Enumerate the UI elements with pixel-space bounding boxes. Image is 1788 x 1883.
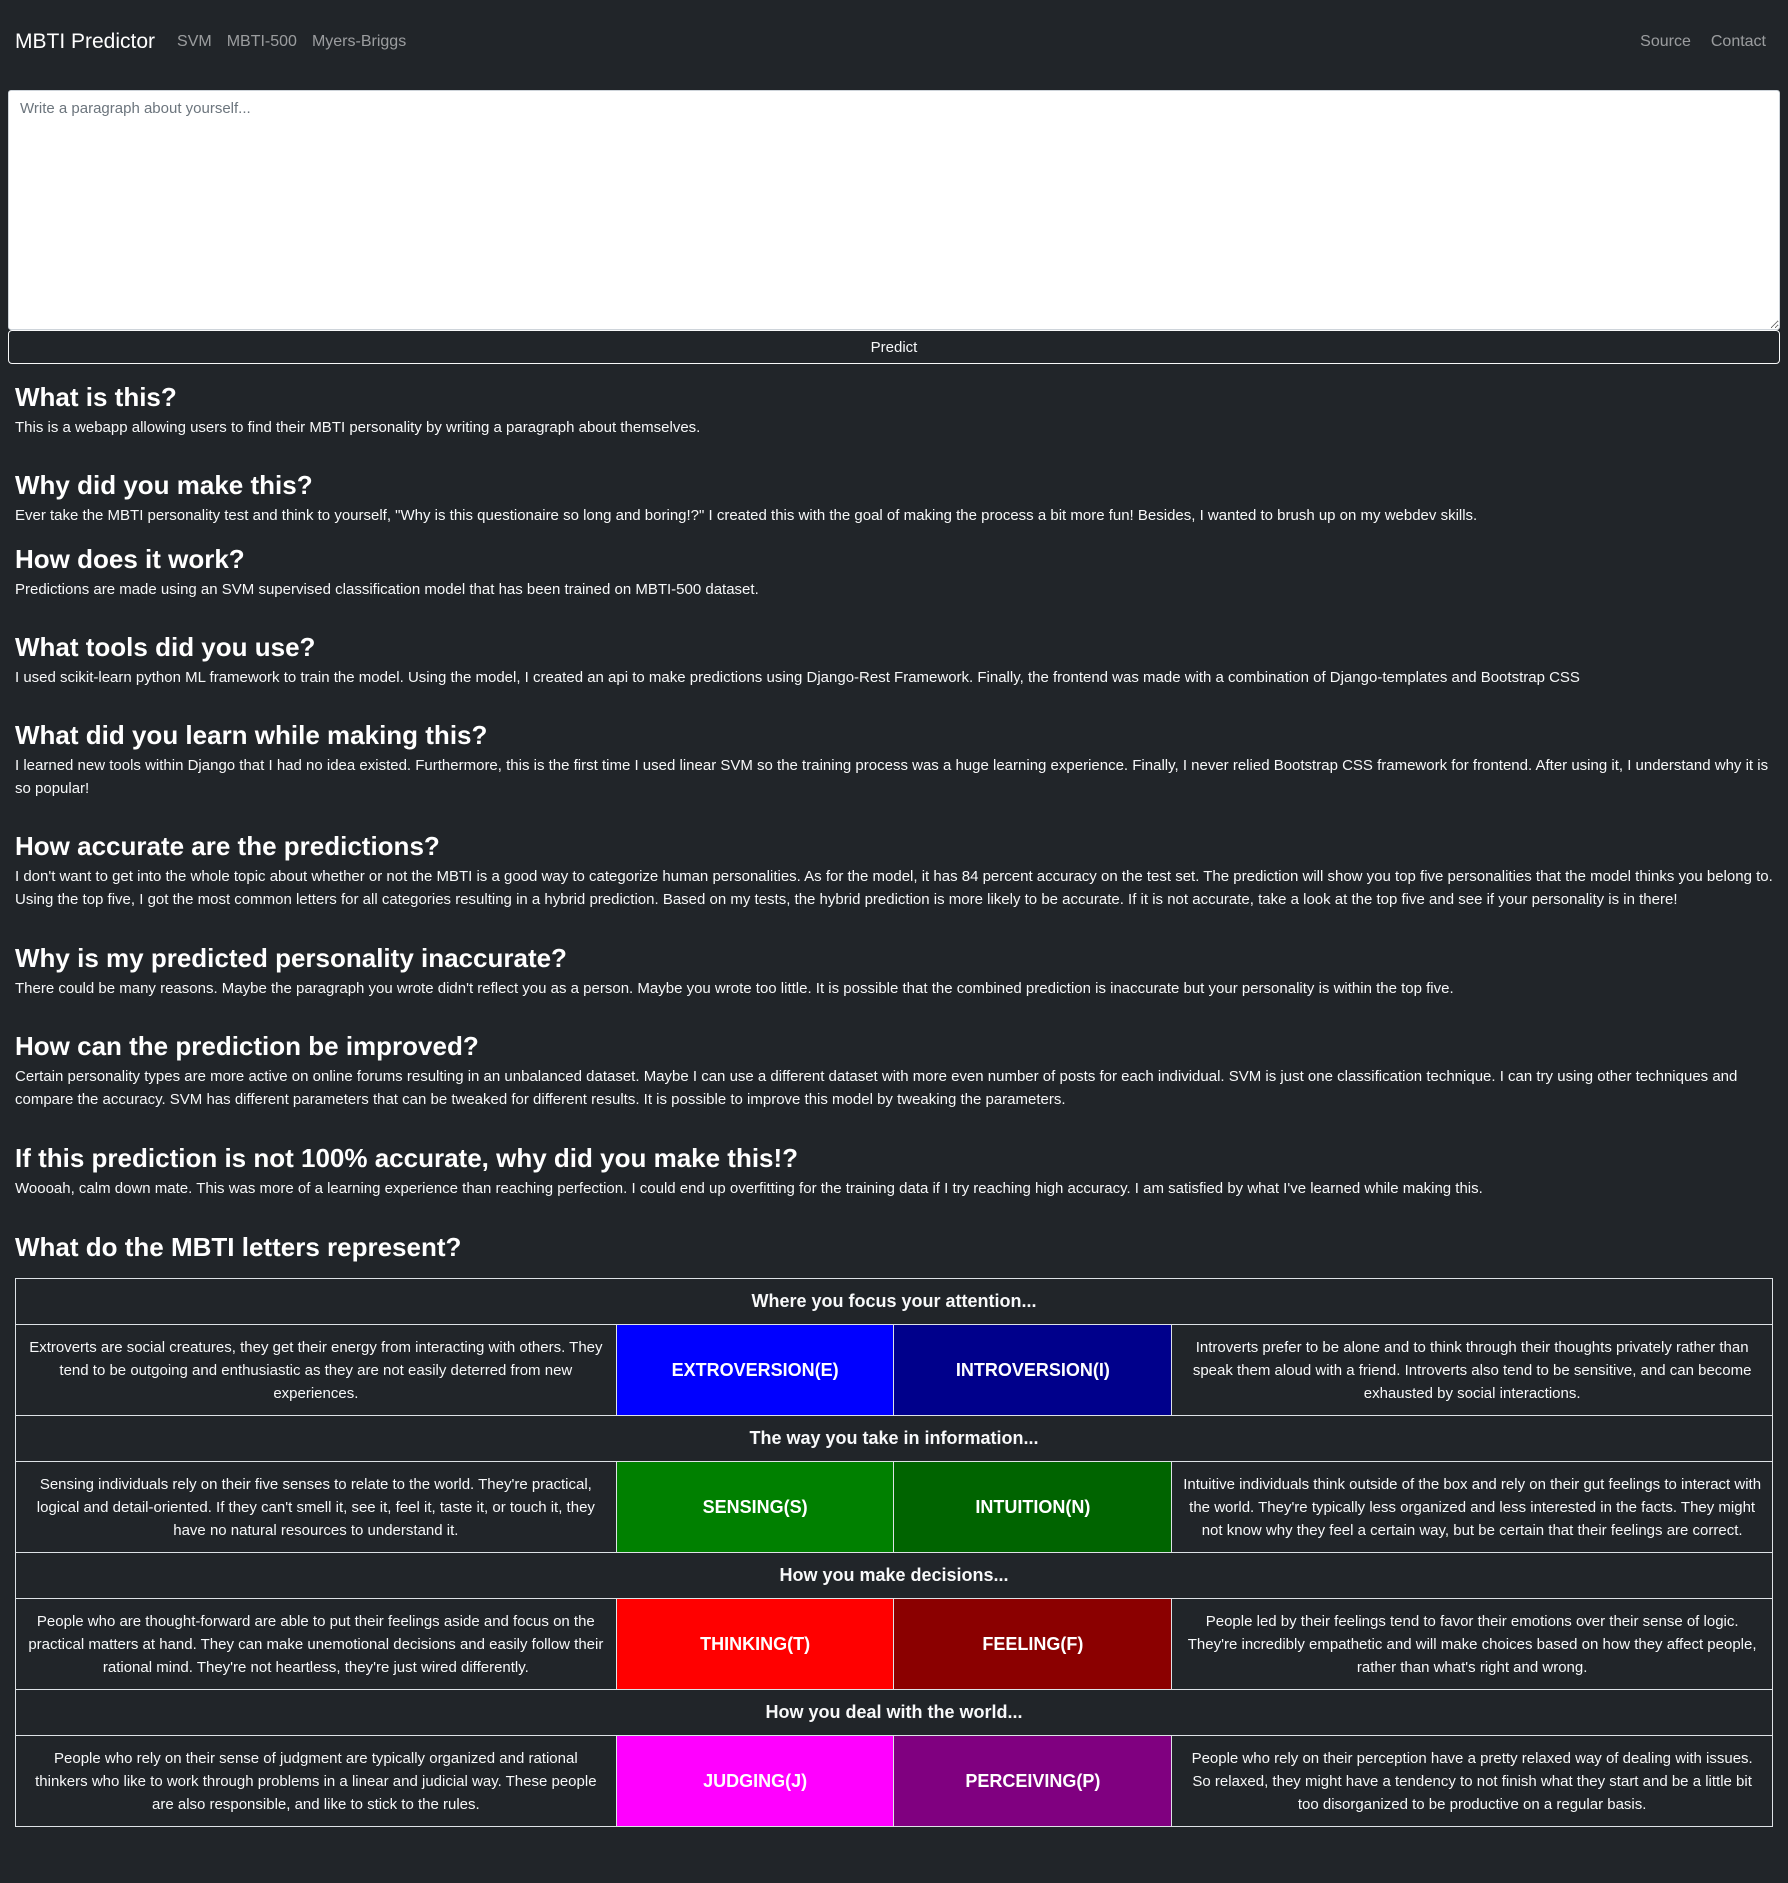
right-description: Intuitive individuals think outside of the box and rely on their gut feelings to interact with the world. They're typically less organized and less interested in the facts. They might not know why they feel a certain way, but be certain that their feelings are correct.	[1172, 1462, 1773, 1553]
trait-right: INTUITION(N)	[894, 1462, 1172, 1553]
faq-question: If this prediction is not 100% accurate, why did you make this!?	[15, 1143, 799, 1173]
nav-link-svm[interactable]: SVM	[177, 33, 212, 50]
section-header: How you make decisions...	[16, 1553, 1773, 1599]
faq-question: Why did you make this?	[15, 470, 313, 500]
trait-right: PERCEIVING(P)	[894, 1736, 1172, 1827]
faq-item	[15, 543, 1773, 601]
left-description: People who are thought-forward are able to put their feelings aside and focus on the practical matters at hand. They can make unemotional decisions and easily follow their rational mind. They're not heartless, they're just wired differently.	[16, 1599, 617, 1690]
faq-answer: I don't want to get into the whole topic about whether or not the MBTI is a good way to categorize human personalities. As for the model, it has 84 percent accuracy on the test set. The prediction will show you top five personalities that the model thinks you belong to. Using the top five, I got the most common letters for all categories resulting in a hybrid prediction. Based on my tests, the hybrid prediction is more likely to be accurate. If it is not accurate, take a look at the top five and see if your personality is in there!	[15, 868, 1773, 908]
faq-question: What tools did you use?	[15, 632, 316, 662]
faq-question: Why is my predicted personality inaccurate?	[15, 943, 567, 973]
trait-left: EXTROVERSION(E)	[616, 1325, 894, 1416]
left-description: Sensing individuals rely on their five senses to relate to the world. They're practical, logical and detail-oriented. If they can't smell it, see it, feel it, taste it, or touch it, they have no natural resources to understand it.	[16, 1462, 617, 1553]
paragraph-input[interactable]	[8, 90, 1780, 330]
faq-item	[15, 1030, 1773, 1111]
faq-item	[15, 469, 1773, 527]
table-row	[16, 1736, 1773, 1827]
table-row	[16, 1462, 1773, 1553]
left-description: People who rely on their sense of judgment are typically organized and rational thinkers who like to work through problems in a linear and judicial way. These people are also responsible, and like to stick to the rules.	[16, 1736, 617, 1827]
faq-question: How can the prediction be improved?	[15, 1031, 479, 1061]
trait-right: FEELING(F)	[894, 1599, 1172, 1690]
section-header: How you deal with the world...	[16, 1690, 1773, 1736]
nav-link-mbti-500[interactable]: MBTI-500	[226, 33, 297, 50]
faq-question: How does it work?	[15, 544, 245, 574]
table-row	[16, 1599, 1773, 1690]
faq-question: What is this?	[15, 382, 177, 412]
letters-section	[15, 1231, 1773, 1263]
trait-right: INTROVERSION(I)	[894, 1325, 1172, 1416]
nav-link-contact[interactable]: Contact	[1710, 33, 1766, 50]
faq-question: How accurate are the predictions?	[15, 831, 440, 861]
nav-right	[1620, 33, 1773, 51]
predict-form	[0, 84, 1788, 364]
table-row	[16, 1325, 1773, 1416]
left-description: Extroverts are social creatures, they get their energy from interacting with others. They tend to be outgoing and enthusiastic as they are not easily deterred from new experiences.	[16, 1325, 617, 1416]
faq-answer: Certain personality types are more active on online forums resulting in an unbalanced dataset. Maybe I can use a different dataset with more even number of posts for each individual. SVM is just one classification technique. I can try using other techniques and compare the accuracy. SVM has different parameters that can be tweaked for different results. It is possible to improve this model by tweaking the parameters.	[15, 1068, 1738, 1108]
faq-item	[15, 830, 1773, 911]
brand-link[interactable]: MBTI Predictor	[15, 30, 156, 53]
faq-item	[15, 1142, 1773, 1200]
nav-link-source[interactable]: Source	[1640, 33, 1691, 50]
predict-button[interactable]: Predict	[8, 330, 1780, 364]
right-description: Introverts prefer to be alone and to think through their thoughts privately rather than speak them aloud with a friend. Introverts also tend to be sensitive, and can become exhausted by social interactions.	[1172, 1325, 1773, 1416]
section-header: The way you take in information...	[16, 1416, 1773, 1462]
nav-link-myers-briggs[interactable]: Myers-Briggs	[311, 33, 407, 50]
faq-answer: This is a webapp allowing users to find their MBTI personality by writing a paragraph about themselves.	[15, 419, 701, 436]
mbti-letters-table	[15, 1278, 1773, 1827]
faq-item	[15, 631, 1773, 689]
main-content	[0, 381, 1788, 1827]
trait-left: SENSING(S)	[616, 1462, 894, 1553]
faq-item	[15, 942, 1773, 1000]
section-header: Where you focus your attention...	[16, 1279, 1773, 1325]
faq-answer: Woooah, calm down mate. This was more of a learning experience than reaching perfection. I could end up overfitting for the training data if I try reaching high accuracy. I am satisfied by what I've learned while making this.	[15, 1180, 1483, 1197]
navbar	[0, 0, 1788, 84]
faq-answer: Predictions are made using an SVM supervised classification model that has been trained on MBTI-500 dataset.	[15, 581, 759, 598]
faq-item	[15, 381, 1773, 439]
letters-heading: What do the MBTI letters represent?	[15, 1232, 462, 1262]
trait-left: JUDGING(J)	[616, 1736, 894, 1827]
faq-question: What did you learn while making this?	[15, 720, 488, 750]
faq-item	[15, 719, 1773, 800]
faq-answer: I used scikit-learn python ML framework to train the model. Using the model, I created an api to make predictions using Django-Rest Framework. Finally, the frontend was made with a combination of Django-templates and Bootstrap CSS	[15, 669, 1580, 686]
faq-answer: I learned new tools within Django that I had no idea existed. Furthermore, this is the first time I used linear SVM so the training process was a huge learning experience. Finally, I never relied Bootstrap CSS framework for frontend. After using it, I understand why it is so popular!	[15, 757, 1769, 797]
faq-answer: There could be many reasons. Maybe the paragraph you wrote didn't reflect you as a person. Maybe you wrote too little. It is possible that the combined prediction is inaccurate but your personality is within the top five.	[15, 980, 1454, 997]
right-description: People led by their feelings tend to favor their emotions over their sense of logic. They're incredibly empathetic and will make choices based on how they affect people, rather than what's right and wrong.	[1172, 1599, 1773, 1690]
faq-answer: Ever take the MBTI personality test and think to yourself, "Why is this questionaire so long and boring!?" I created this with the goal of making the process a bit more fun! Besides, I wanted to brush up on my webdev skills.	[15, 507, 1478, 524]
right-description: People who rely on their perception have a pretty relaxed way of dealing with issues. So relaxed, they might have a tendency to not finish what they start and be a little bit too disorganized to be productive on a regular basis.	[1172, 1736, 1773, 1827]
trait-left: THINKING(T)	[616, 1599, 894, 1690]
